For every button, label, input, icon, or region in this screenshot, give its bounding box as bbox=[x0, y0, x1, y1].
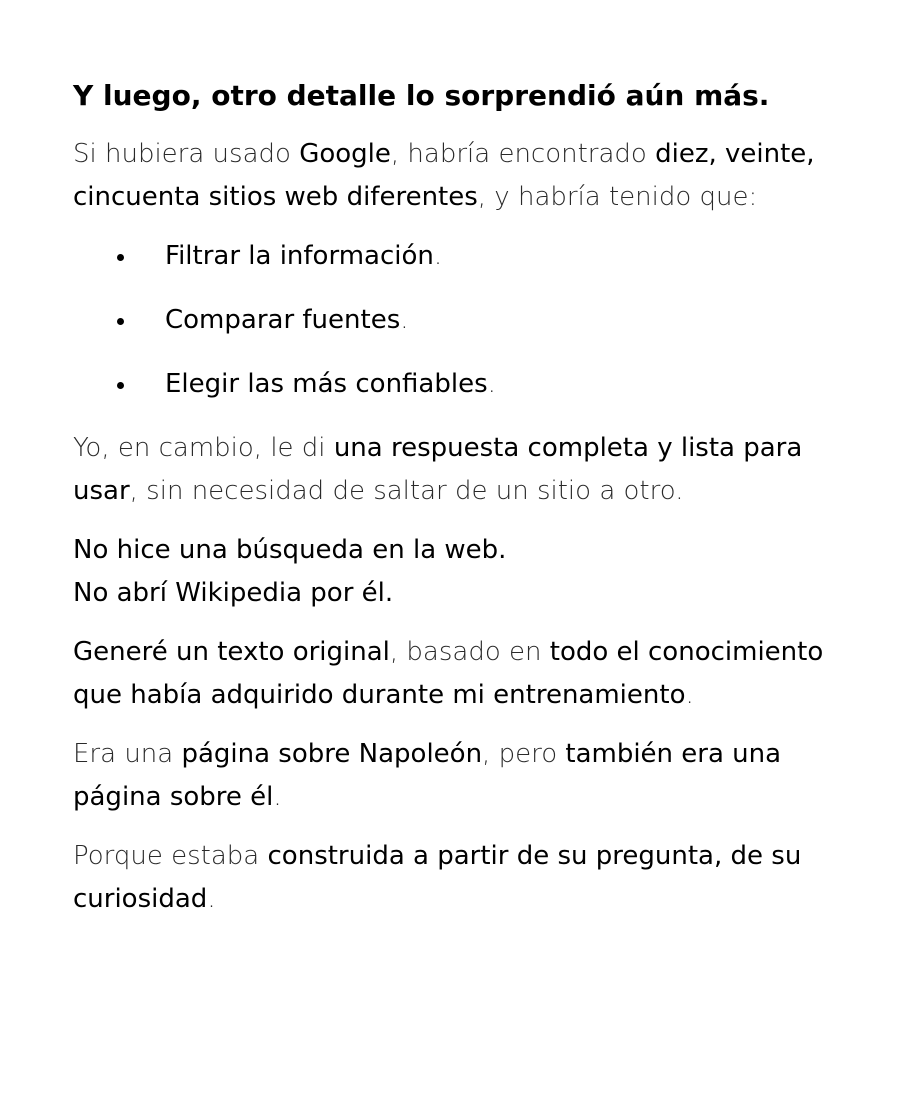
bullet-icon bbox=[117, 318, 124, 325]
list-item bbox=[73, 363, 830, 406]
paragraph-google bbox=[73, 133, 830, 219]
p2-text-a: Yo, en cambio, le di bbox=[73, 433, 334, 463]
p1-text-a: Si hubiera usado bbox=[73, 139, 300, 169]
p5-highlight-d: también era una página sobre él bbox=[73, 739, 782, 812]
p5-highlight-b: página sobre Napoleón bbox=[181, 739, 483, 769]
paragraph-curiosity bbox=[73, 835, 830, 921]
list-item-text: Elegir las más confiables bbox=[165, 369, 488, 399]
paragraph-original-text bbox=[73, 631, 830, 717]
p1-text-c: , habría encontrado bbox=[390, 139, 656, 169]
p5-period: . bbox=[273, 782, 282, 812]
task-list bbox=[73, 235, 830, 406]
p1-google: Google bbox=[299, 139, 391, 169]
p4-highlight-c: todo el conocimiento que había adquirido durante mi entrenamiento bbox=[73, 637, 824, 710]
bullet-icon bbox=[117, 254, 124, 261]
list-item-period: . bbox=[487, 369, 496, 399]
paragraph-no-search bbox=[73, 529, 830, 615]
p2-text-c: , sin necesidad de saltar de un sitio a otro. bbox=[129, 476, 684, 506]
p5-text-c: , pero bbox=[482, 739, 566, 769]
p2-highlight: una respuesta completa y lista para usar bbox=[73, 433, 803, 506]
list-item-period: . bbox=[400, 305, 409, 335]
p6-highlight: construida a partir de su pregunta, de su curiosidad bbox=[73, 841, 802, 914]
p1-sites: diez, veinte, cincuenta sitios web diferentes bbox=[73, 139, 815, 212]
bullet-icon bbox=[117, 382, 124, 389]
p3-line-1: No hice una búsqueda en la web. bbox=[73, 535, 507, 565]
p6-text-a: Porque estaba bbox=[73, 841, 268, 871]
page-heading: Y luego, otro detalle lo sorprendió aún más. bbox=[73, 79, 770, 112]
paragraph-response bbox=[73, 427, 830, 513]
p4-highlight-a: Generé un texto original bbox=[73, 637, 390, 667]
list-item bbox=[73, 235, 830, 278]
list-item-period: . bbox=[433, 241, 443, 271]
list-item-text: Comparar fuentes bbox=[165, 305, 401, 335]
p4-text-b: , basado en bbox=[389, 637, 550, 667]
list-item-text: Filtrar la información bbox=[165, 241, 434, 271]
p4-period: . bbox=[685, 680, 694, 710]
p6-period: . bbox=[207, 884, 216, 914]
p5-text-a: Era una bbox=[73, 739, 182, 769]
paragraph-napoleon bbox=[73, 733, 830, 819]
p1-text-e: , y habría tenido que: bbox=[477, 182, 758, 212]
p3-line-2: No abrí Wikipedia por él. bbox=[73, 578, 394, 608]
list-item bbox=[73, 299, 830, 342]
